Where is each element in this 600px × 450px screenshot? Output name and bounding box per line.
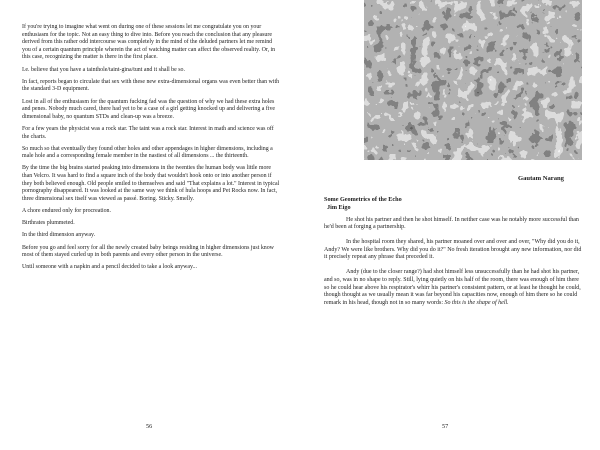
photo-texture [364,0,582,160]
article-title: Some Geometrics of the Echo [324,196,402,203]
paragraph [324,239,584,262]
photo-credit: Gautam Narang [518,175,564,182]
closing-italic-line: So this is the shape of hell. [444,299,509,306]
paragraph: Before you go and feel sorry for all the newly created baby beings residing in higher dimensions just know most of them stayed curled up in both parents and every other person in the universe. [22,244,274,259]
paragraph: I.e. believe that you have a tainthole/taint-gina/tunt and it shall be so. [22,66,185,73]
paragraph: By the time the big brains started peaking into dimensions in the twenties the human body was little more than Velcro. It was hard to find a square inch of the body that wouldn't hook onto or into another person if they both believed enough. Old people smiled to themselves and said "That explains a lot." Interest in typical pornography disappeared. It was looked at the same way we think of hula hoops and Pet Rocks now. In fact, three dimensional sex itself was viewed as passé. Boring. Sticky. Smelly. [22,165,280,202]
paragraph [324,217,584,232]
paragraph: In the third dimension anyway. [22,232,96,239]
paragraph-text: Andy (due to the closer range?) had shot himself less unsuccessfully than he had shot his partner, and so, was in no shape to reply. Still, lying quietly on his half of the room, there was enough of him there so he could hear above his respirator's whirr his partner's consistent pattern, or at least he thought he could, though thought as we usually mean it was far beyond his capacities now, enough of him there so he could remark in his head, though not in so many words: [324,269,581,306]
article [324,196,584,315]
paragraph: In fact, reports began to circulate that sex with these new extra-dimensional organs was even better than with the standard 3-D equipment. [22,78,280,93]
paragraph: Until someone with a napkin and a pencil decided to take a look anyway... [22,264,197,271]
textured-photograph [364,0,582,160]
paragraph [324,269,584,308]
paragraph-text: He shot his partner and then he shot himself. In neither case was he notably more successful than he'd been at forging a partnership. [324,216,579,231]
paragraph-text: In the hospital room they shared, his partner moaned over and over and over, "Why did you do it, Andy? We were like brothers. Why did you do it?" No fresh iteration brought any new information, nor did it precisely repeat any phrase that preceded it. [324,239,582,261]
page-number: 56 [146,423,153,430]
paragraph: If you're trying to imagine what went on during one of these sessions let me congratulate you on your enthusiasm for the topic. Not an easy thing to dive into. Before you reach the conclusion that any pleasure derived from this rather odd intercourse was completely in the mind of the deluded partners let me remind you of a certain quantum principle wherein the act of watching matter can affect the observed reality. Or, in this case, recognizing the matter is there in the first place. [22,24,276,61]
right-page [300,0,600,450]
paragraph: A chore endured only for procreation. [22,208,111,215]
page-number: 57 [442,423,449,430]
paragraph: Birthrates plummeted. [22,220,75,227]
article-author: Jim Eigo [327,203,351,211]
paragraph: So much so that eventually they found other holes and other appendages in higher dimensions, including a male hole and a corresponding female member in the nastiest of all dimensions ... the thirteenth. [22,145,273,160]
paragraph: For a few years the physicist was a rock star. The taint was a rock star. Interest in math and science was off the charts. [22,125,274,140]
paragraph: Lost in all of the enthusiasm for the quantum fucking fad was the question of why we had these extra holes and penes. Nobody much cared, there had yet to be a case of a girl getting knocked up and delivering a five dimensional baby, no quantum STDs and clean-up was a breeze. [22,98,276,120]
